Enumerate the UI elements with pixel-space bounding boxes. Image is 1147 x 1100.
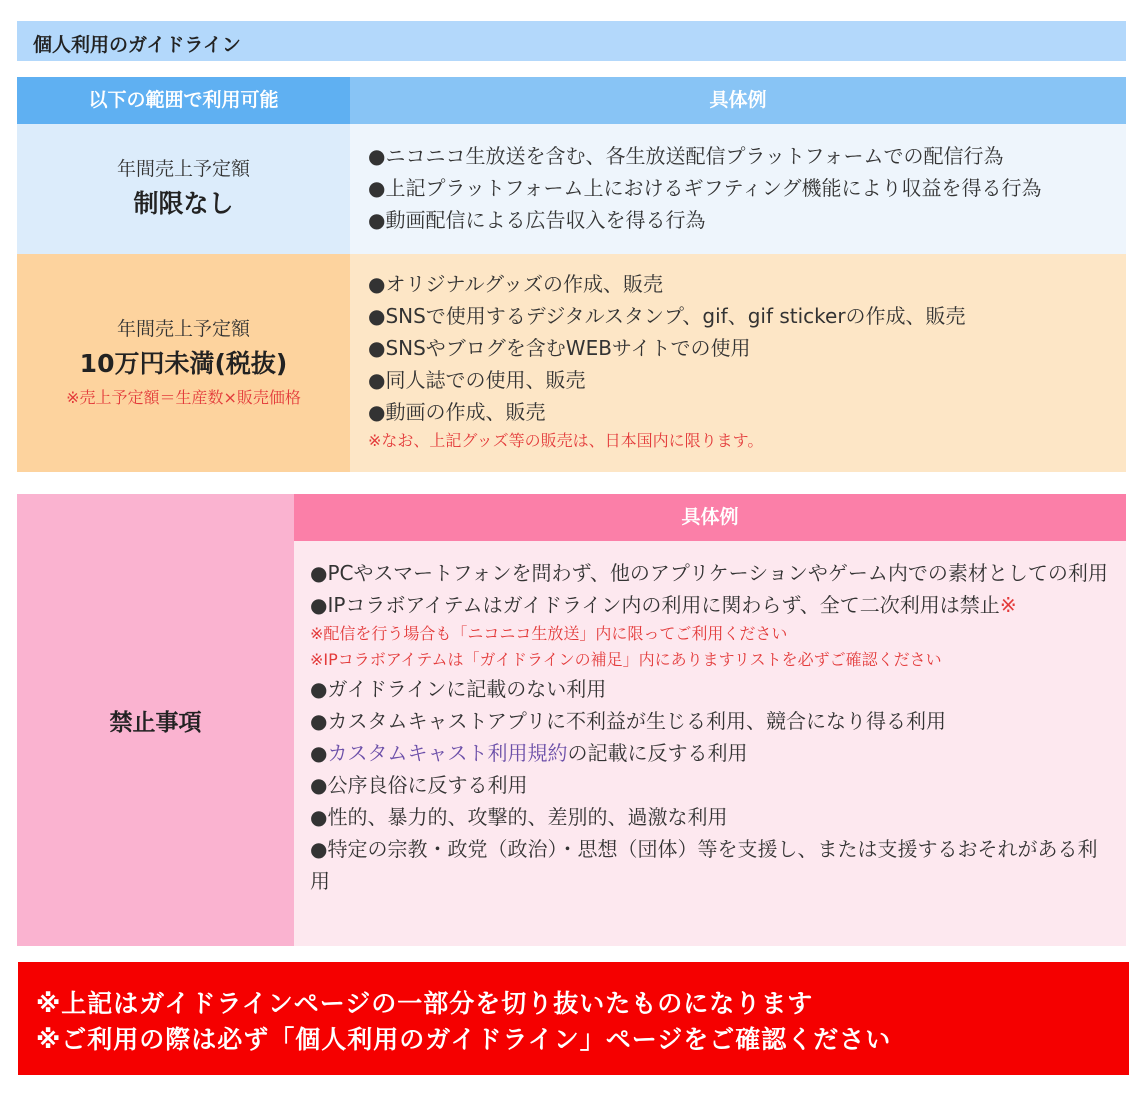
prohibited-item [310, 589, 1112, 621]
table2-header [294, 494, 1126, 541]
table1-header-left-text: 以下の範囲で利用可能 [88, 89, 279, 111]
row2-item: ●SNSやブログを含むWEBサイトでの使用 [368, 336, 751, 360]
prohibited-label: 禁止事項 [109, 709, 202, 736]
row1-label-cell [17, 124, 350, 254]
row2-item: ●同人誌での使用、販売 [368, 368, 586, 392]
row1-item: ●動画配信による広告収入を得る行為 [368, 208, 706, 232]
row1-item: ●ニコニコ生放送を含む、各生放送配信プラットフォームでの配信行為 [368, 144, 1004, 168]
row2-label-small: 年間売上予定額 [116, 318, 250, 340]
prohibited-item: ●PCやスマートフォンを問わず、他のアプリケーションやゲーム内での素材としての利用 [310, 561, 1108, 585]
prohibited-item: ●性的、暴力的、攻撃的、差別的、過激な利用 [310, 805, 728, 829]
notice-line-2: ※ご利用の際は必ず「個人利用のガイドライン」ページをご確認ください [36, 1025, 892, 1054]
row1-item: ●上記プラットフォーム上におけるギフティング機能により収益を得る行為 [368, 176, 1042, 200]
prohibited-item: ●カスタムキャストアプリに不利益が生じる利用、競合になり得る利用 [310, 709, 947, 733]
terms-of-use-link[interactable]: カスタムキャスト利用規約 [327, 741, 568, 765]
prohibited-note: ※IPコラボアイテムは「ガイドラインの補足」内にありますリストを必ずご確認ください [310, 650, 942, 669]
table1-header-right-text: 具体例 [709, 89, 767, 111]
row2-item: ●オリジナルグッズの作成、販売 [368, 272, 664, 296]
row2-item: ●動画の作成、販売 [368, 400, 546, 424]
notice-banner [18, 962, 1129, 1075]
guideline-title-bar [17, 21, 1126, 61]
prohibited-item-mark: ※ [999, 593, 1017, 617]
page-title: 個人利用のガイドライン [33, 34, 241, 56]
row2-note: ※なお、上記グッズ等の販売は、日本国内に限ります。 [368, 431, 764, 450]
prohibited-label-cell [17, 494, 294, 946]
prohibited-item-rest: の記載に反する利用 [567, 741, 748, 765]
table1-header-right [350, 77, 1126, 124]
notice-line-1: ※上記はガイドラインページの一部分を切り抜いたものになります [36, 989, 814, 1018]
prohibited-item-text: ●IPコラボアイテムはガイドライン内の利用に関わらず、全て二次利用は禁止 [310, 593, 1000, 617]
row2-label-cell [17, 254, 350, 472]
row1-label-big: 制限なし [133, 189, 234, 218]
row2-examples-cell [350, 254, 1126, 472]
prohibited-item: ●公序良俗に反する利用 [310, 773, 528, 797]
row2-label-note: ※売上予定額＝生産数×販売価格 [66, 388, 301, 407]
row1-examples-cell [350, 124, 1126, 254]
row1-label-small: 年間売上予定額 [116, 158, 250, 180]
prohibited-examples-cell [294, 541, 1126, 946]
prohibited-item [310, 737, 1112, 769]
prohibited-item: ●ガイドラインに記載のない利用 [310, 677, 607, 701]
row2-item: ●SNSで使用するデジタルスタンプ、gif、gif stickerの作成、販売 [368, 304, 966, 328]
prohibited-item: ●特定の宗教・政党（政治）・思想（団体）等を支援し、または支援するおそれがある利用 [310, 837, 1098, 893]
row2-label-big: 10万円未満(税抜) [79, 349, 288, 378]
table1-header-left [17, 77, 350, 124]
table2-header-text: 具体例 [681, 506, 739, 528]
prohibited-item-bullet: ● [310, 741, 328, 765]
prohibited-note: ※配信を行う場合も「ニコニコ生放送」内に限ってご利用ください [310, 624, 788, 643]
